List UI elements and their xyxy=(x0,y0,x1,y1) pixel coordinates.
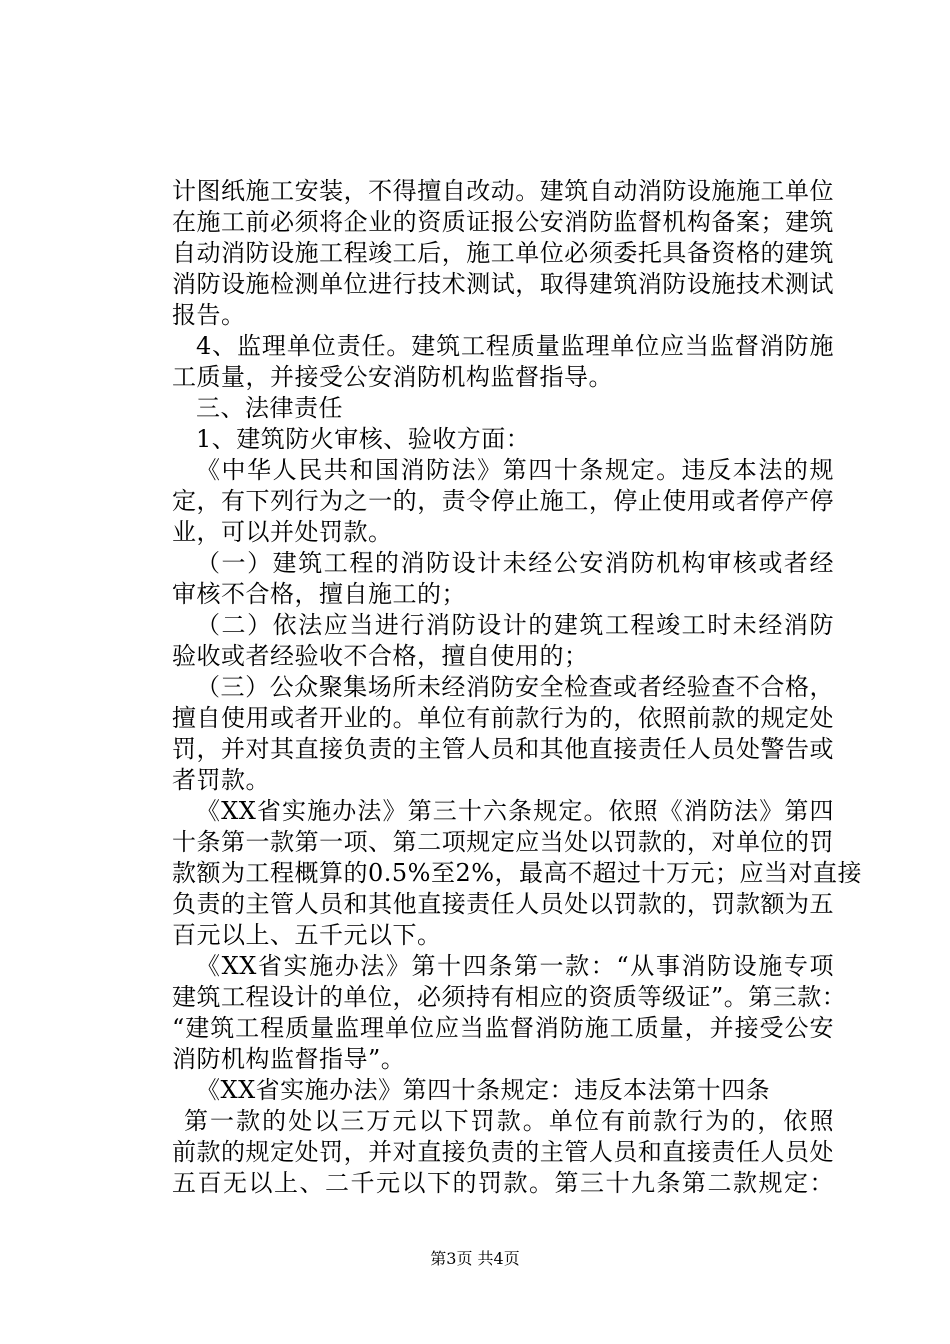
text-line: 五百无以上、二千元以下的罚款。第三十九条第二款规定： xyxy=(172,1169,834,1197)
text-line: 消防设施检测单位进行技术测试，取得建筑消防设施技术测试 xyxy=(172,270,834,298)
subsection-heading: 1、建筑防火审核、验收方面： xyxy=(196,425,531,453)
text-line: 自动消防设施工程竣工后，施工单位必须委托具备资格的建筑 xyxy=(172,239,834,267)
text-line: 前款的规定处罚，并对直接负责的主管人员和直接责任人员处 xyxy=(172,1138,834,1166)
text-line: （二）依法应当进行消防设计的建筑工程竣工时未经消防 xyxy=(196,611,834,639)
text-line: 十条第一款第一项、第二项规定应当处以罚款的，对单位的罚 xyxy=(172,828,834,856)
text-line: 《XX省实施办法》第四十条规定：违反本法第十四条 xyxy=(196,1076,771,1104)
text-line: 负责的主管人员和其他直接责任人员处以罚款的，罚款额为五 xyxy=(172,890,834,918)
text-line: 消防机构监督指导”。 xyxy=(172,1045,406,1073)
text-line: （一）建筑工程的消防设计未经公安消防机构审核或者经 xyxy=(196,549,834,577)
text-line: 《XX省实施办法》第三十六条规定。依照《消防法》第四 xyxy=(196,797,834,825)
section-heading: 三、法律责任 xyxy=(196,394,343,422)
text-line: 建筑工程设计的单位，必须持有相应的资质等级证”。第三款： xyxy=(172,983,847,1011)
text-line: 款额为工程概算的0.5%至2%，最高不超过十万元；应当对直接 xyxy=(172,859,863,887)
text-line: 者罚款。 xyxy=(172,766,270,794)
text-line: 第一款的处以三万元以下罚款。单位有前款行为的，依照 xyxy=(184,1107,834,1135)
text-line: 业，可以并处罚款。 xyxy=(172,518,393,546)
text-line: 4、监理单位责任。建筑工程质量监理单位应当监督消防施 xyxy=(196,332,834,360)
page-number-footer: 第3页 共4页 xyxy=(430,1249,520,1268)
text-line: 计图纸施工安装，不得擅自改动。建筑自动消防设施施工单位 xyxy=(172,177,834,205)
text-line: 定，有下列行为之一的，责令停止施工，停止使用或者停产停 xyxy=(172,487,834,515)
text-line: （三）公众聚集场所未经消防安全检查或者经验查不合格， xyxy=(196,673,834,701)
text-line: 工质量，并接受公安消防机构监督指导。 xyxy=(172,363,613,391)
text-line: 验收或者经验收不合格，擅自使用的； xyxy=(172,642,589,670)
text-line: 报告。 xyxy=(172,301,246,329)
text-line: 在施工前必须将企业的资质证报公安消防监督机构备案；建筑 xyxy=(172,208,834,236)
text-line: 审核不合格，擅自施工的； xyxy=(172,580,466,608)
text-line: 百元以上、五千元以下。 xyxy=(172,921,442,949)
document-body xyxy=(172,176,863,1199)
text-line: 罚，并对其直接负责的主管人员和其他直接责任人员处警告或 xyxy=(172,735,834,763)
text-line: 擅自使用或者开业的。单位有前款行为的，依照前款的规定处 xyxy=(172,704,834,732)
text-line: “建筑工程质量监理单位应当监督消防施工质量，并接受公安 xyxy=(172,1014,834,1042)
text-line: 《XX省实施办法》第十四条第一款：“从事消防设施专项 xyxy=(196,952,834,980)
text-line: 《中华人民共和国消防法》第四十条规定。违反本法的规 xyxy=(196,456,834,484)
